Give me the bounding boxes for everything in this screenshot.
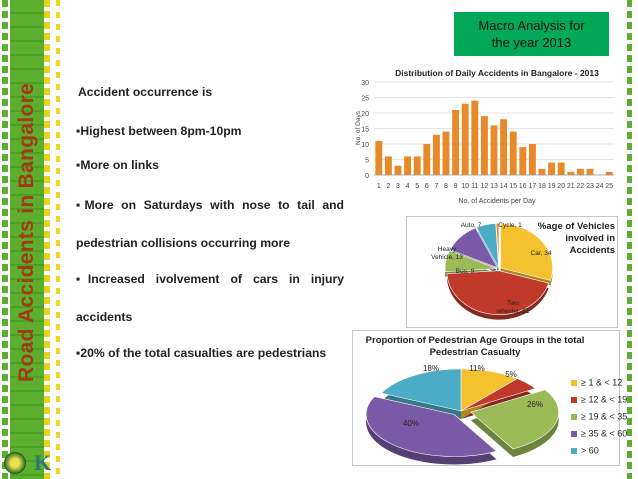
pedestrian-pie-svg bbox=[353, 331, 568, 465]
legend-label: ≥ 35 & < 60 bbox=[581, 428, 628, 439]
x-tick-label: 13 bbox=[490, 183, 498, 190]
pedestrian-pie-title-line-1: Proportion of Pedestrian Age Groups in the total bbox=[365, 335, 585, 346]
x-tick-label: 25 bbox=[605, 183, 614, 190]
pedestrian-pie-data-label: 40% bbox=[402, 419, 420, 428]
pedestrian-pie-data-label: 26% bbox=[526, 400, 544, 409]
vehicle-pie-title bbox=[535, 221, 615, 257]
pedestrian-pie-data-label: 5% bbox=[505, 370, 517, 379]
legend-label: ≥ 1 & < 12 bbox=[581, 377, 623, 388]
vehicle-pie-panel bbox=[406, 216, 618, 328]
x-tick-label: 17 bbox=[528, 183, 537, 190]
left-stripe-yellow bbox=[44, 0, 50, 479]
daily-accidents-chart bbox=[352, 64, 622, 206]
histogram-bar bbox=[385, 156, 392, 175]
x-tick-label: 3 bbox=[396, 183, 400, 190]
legend-swatch bbox=[571, 431, 577, 437]
side-title: Road Accidents in Bangalore bbox=[15, 82, 38, 382]
x-tick-label: 24 bbox=[595, 183, 604, 190]
legend-item bbox=[571, 411, 627, 423]
x-tick-label: 22 bbox=[576, 183, 585, 190]
x-tick-label: 6 bbox=[424, 183, 429, 190]
histogram-bar bbox=[423, 144, 430, 175]
legend-swatch bbox=[571, 448, 577, 454]
pedestrian-pie-data-label: 11% bbox=[469, 364, 485, 373]
x-axis-label: No. of Accidents per Day bbox=[458, 198, 536, 205]
x-tick-label: 7 bbox=[434, 183, 439, 190]
y-axis-label: No. of Days bbox=[355, 111, 362, 145]
vehicle-pie-data-label: Auto, 7 bbox=[460, 222, 482, 229]
bullet-3-cont: pedestrian collisions occurring more bbox=[76, 236, 291, 250]
y-tick-label: 20 bbox=[361, 111, 369, 118]
x-tick-label: 18 bbox=[538, 183, 546, 190]
y-tick-label: 15 bbox=[361, 126, 369, 134]
bullet-1: ▪Highest between 8pm-10pm bbox=[76, 124, 242, 138]
vehicle-pie-data-label: Car, 34 bbox=[530, 250, 552, 257]
legend-label: > 60 bbox=[581, 445, 599, 456]
histogram-bar bbox=[606, 172, 613, 175]
y-tick-label: 30 bbox=[361, 80, 369, 87]
pedestrian-pie-panel bbox=[352, 330, 628, 466]
vehicle-pie-data-label: Bus, 9 bbox=[455, 268, 475, 275]
vehicle-pie-title-line-1: %age of Vehicles bbox=[537, 221, 615, 232]
pedestrian-pie-title-line-2: Pedestrian Casualty bbox=[429, 347, 521, 358]
x-tick-label: 9 bbox=[453, 183, 458, 190]
x-tick-label: 12 bbox=[480, 183, 489, 190]
x-tick-label: 11 bbox=[471, 183, 479, 190]
emblem-logo-icon bbox=[4, 452, 26, 474]
x-tick-label: 1 bbox=[376, 183, 381, 190]
x-tick-label: 20 bbox=[557, 183, 566, 190]
k-logo-icon: K bbox=[34, 450, 52, 475]
legend-swatch bbox=[571, 397, 577, 403]
legend-item bbox=[571, 428, 627, 440]
histogram-bar bbox=[462, 104, 469, 175]
histogram-bar bbox=[452, 110, 459, 175]
bullet-3: ▪More on Saturdays with nose to tail and bbox=[76, 198, 344, 212]
histogram-bar bbox=[500, 119, 507, 175]
x-tick-label: 10 bbox=[461, 183, 470, 190]
bullet-4: ▪Increased ivolvement of cars in injury bbox=[76, 272, 344, 286]
legend-swatch bbox=[571, 414, 577, 420]
bullet-2: ▪More on links bbox=[76, 158, 159, 172]
histogram-bar bbox=[395, 166, 402, 175]
histogram-bar bbox=[548, 163, 555, 175]
legend-label: ≥ 12 & < 19 bbox=[581, 394, 628, 405]
header-line-1: Macro Analysis for bbox=[478, 18, 585, 33]
x-tick-label: 23 bbox=[586, 183, 594, 190]
left-stripe-inner bbox=[56, 0, 60, 479]
vehicle-pie-data-label: Two wheeler, 51 bbox=[496, 300, 530, 315]
x-tick-label: 21 bbox=[566, 183, 575, 190]
x-tick-label: 2 bbox=[386, 183, 391, 190]
pedestrian-pie-data-label: 18% bbox=[422, 364, 440, 373]
legend-item bbox=[571, 377, 622, 389]
x-tick-label: 8 bbox=[444, 183, 448, 190]
vehicle-pie-data-label: Heavy Vehicle, 13 bbox=[431, 246, 463, 261]
histogram-bar bbox=[491, 125, 498, 175]
histogram-bar bbox=[577, 169, 584, 175]
x-tick-label: 16 bbox=[518, 183, 527, 190]
legend-label: ≥ 19 & < 35 bbox=[581, 411, 628, 422]
histogram-bar bbox=[529, 144, 536, 175]
histogram-bar bbox=[567, 172, 574, 175]
x-tick-label: 15 bbox=[509, 183, 518, 190]
bullet-4-cont: accidents bbox=[76, 310, 133, 324]
bar-chart-svg bbox=[352, 64, 622, 206]
histogram-bar bbox=[587, 169, 594, 175]
histogram-bar bbox=[375, 141, 382, 175]
vehicle-pie-title-line-2: involved in bbox=[565, 233, 615, 244]
histogram-bar bbox=[539, 169, 546, 175]
histogram-bar bbox=[414, 156, 421, 175]
histogram-bar bbox=[510, 132, 517, 175]
intro-text: Accident occurrence is bbox=[78, 85, 213, 99]
left-stripe-outer bbox=[2, 0, 8, 479]
x-tick-label: 4 bbox=[405, 183, 410, 190]
histogram-bar bbox=[433, 135, 440, 175]
x-tick-label: 5 bbox=[415, 183, 420, 190]
histogram-bar bbox=[471, 101, 478, 175]
x-tick-label: 19 bbox=[547, 183, 556, 190]
histogram-bar bbox=[558, 163, 565, 175]
vehicle-pie-title-line-3: Accidents bbox=[569, 245, 615, 256]
bar-chart-title: Distribution of Daily Accidents in Bangalore - 2013 bbox=[395, 68, 599, 78]
histogram-bar bbox=[443, 132, 450, 175]
right-decorative-stripe bbox=[627, 0, 632, 479]
header-line-2: the year 2013 bbox=[491, 35, 572, 50]
legend-item bbox=[571, 445, 599, 457]
header-box bbox=[454, 12, 609, 56]
histogram-bar bbox=[404, 156, 411, 175]
y-tick-label: 5 bbox=[365, 157, 369, 165]
legend-item bbox=[571, 394, 627, 406]
logos bbox=[4, 450, 64, 476]
y-tick-label: 25 bbox=[361, 95, 369, 103]
bullet-5: ▪20% of the total casualties are pedestrians bbox=[76, 346, 327, 360]
histogram-bar bbox=[519, 147, 526, 175]
histogram-bar bbox=[481, 116, 488, 175]
y-tick-label: 10 bbox=[361, 142, 369, 149]
vehicle-pie-data-label: Cycle, 1 bbox=[498, 222, 522, 229]
y-tick-label: 0 bbox=[365, 173, 369, 180]
x-tick-label: 14 bbox=[499, 183, 508, 190]
legend-swatch bbox=[571, 380, 577, 386]
